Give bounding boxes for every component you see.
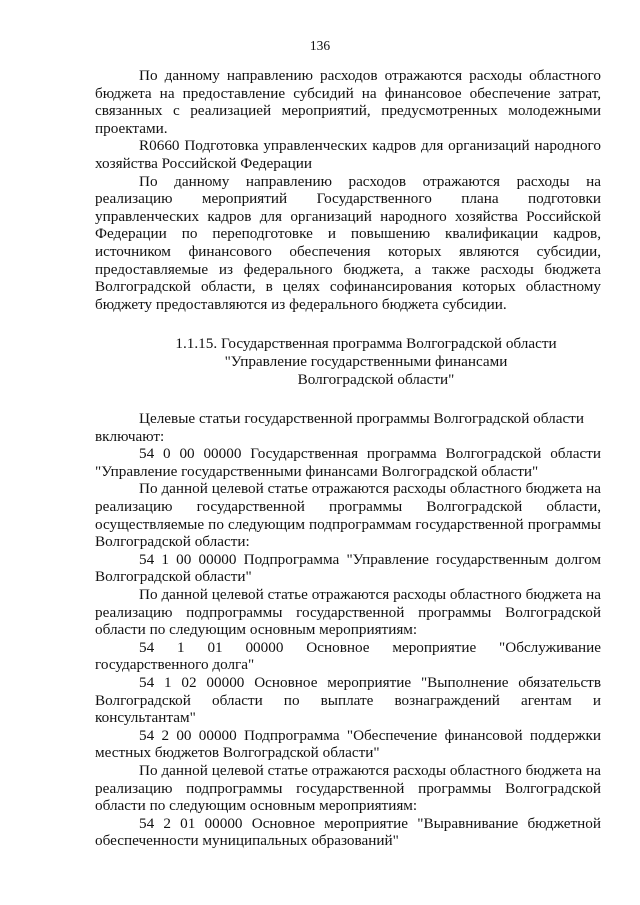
paragraph-54-2-01: 54 2 01 00000 Основное мероприятие "Выравнивание бюджетной обеспеченности муниципальных образований" — [95, 814, 601, 850]
paragraph-54-1-02: 54 1 02 00000 Основное мероприятие "Выполнение обязательств Волгоградской области по выплате вознаграждений агентам и консультантам" — [95, 674, 601, 727]
section-heading-line-3: Волгоградской области" — [297, 370, 455, 388]
paragraph-54-1-01: 54 1 01 00000 Основное мероприятие "Обслуживание государственного долга" — [95, 638, 601, 674]
paragraph-subsidies-youth-projects: По данному направлению расходов отражаются расходы областного бюджета на предоставление субсидий на финансовое обеспечение затрат, связанных с реализацией мероприятий, предусмотренных молодежными проектами. — [95, 67, 601, 137]
paragraph-54-1-00: 54 1 00 00000 Подпрограмма "Управление государственным долгом Волгоградской области" — [95, 550, 601, 586]
section-heading-line-2: "Управление государственными финансами — [224, 352, 508, 370]
page-number: 136 — [309, 38, 331, 53]
paragraph-54-2-00: 54 2 00 00000 Подпрограмма "Обеспечение финансовой поддержки местных бюджетов Волгоградской области" — [95, 726, 601, 762]
paragraph-54-0-00: 54 0 00 00000 Государственная программа Волгоградской области "Управление государственными финансами Волгоградской области" — [95, 445, 601, 480]
section-heading — [95, 335, 601, 388]
paragraph-r0660-description: По данному направлению расходов отражаются расходы на реализацию мероприятий Государственного плана подготовки управленческих кадров для организаций народного хозяйства Российской Федерации по переподготовке и повышению квалификации кадров, источником финансового обеспечения которых являются субсидии, предоставляемые из федерального бюджета, а также расходы бюджета Волгоградской области, в целях софинансирования которых областному бюджету предоставляются из федерального бюджета субсидии. — [95, 172, 601, 313]
paragraph-r0660-code: R0660 Подготовка управленческих кадров для организаций народного хозяйства Российской Федерации — [95, 137, 601, 172]
paragraph-target-articles-intro: Целевые статьи государственной программы Волгоградской области включают: — [95, 410, 584, 445]
section-heading-line-1: 1.1.15. Государственная программа Волгоградской области — [175, 335, 557, 353]
paragraph-subprogram-1-expenses: По данной целевой статье отражаются расходы областного бюджета на реализацию подпрограммы государственной программы Волгоградской области по следующим основным мероприятиям: — [95, 586, 601, 639]
paragraph-program-expenses: По данной целевой статье отражаются расходы областного бюджета на реализацию государственной программы Волгоградской области, осуществляемые по следующим подпрограммам государственной программы Волгоградской области: — [95, 480, 601, 551]
document-body — [95, 67, 601, 850]
paragraph-subprogram-2-expenses: По данной целевой статье отражаются расходы областного бюджета на реализацию подпрограммы государственной программы Волгоградской области по следующим основным мероприятиям: — [95, 761, 601, 815]
